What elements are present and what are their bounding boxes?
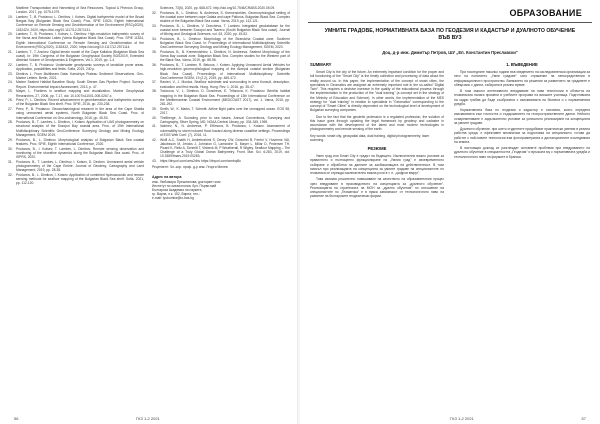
- reference-item: [8, 15, 144, 32]
- section-title: ОБРАЗОВАНИЕ: [509, 8, 582, 18]
- reference-number: 37.: [152, 80, 157, 85]
- reference-number: 41.: [152, 124, 157, 129]
- keywords: Key words: smart city, geospatial data, dual training, digital photogrammetry, laser scanning.: [310, 133, 430, 142]
- reference-text: Prodanov, B., L. Dimitrov. Morphology of the Strandzha Coastal zone, Southern Bulgarian Black Sea Coast. In: Proceedings of International Multidisciplinary Scientific GeoConference Surveying Geology and Mining Ecology Management, SGEM, 2020.: [160, 36, 290, 50]
- header-rule: [308, 22, 592, 23]
- address-line: инж. Любомира Прешлянова, докторант към: [152, 179, 221, 184]
- right-page: [300, 0, 600, 424]
- reference-text: Prodanov, B., L. Dimitrov, N. Andreeva, S. Kremendzhiev. Geomorphological setting of the coastal zone between cape Galata and cape Paliurus, Bulgarian Black Sea. Complex studies of the Bulgarian Black Sea coast. Varna, 2019, pp. 112-121.: [160, 10, 290, 24]
- reference-number: 43.: [152, 159, 157, 164]
- reference-text: Todorova, V., L. Dimitrov, D. Doncheva, E. Trifonova, K. Prodanov. Benthic habitat mapping in the Bulgarian Black Sea. Proceedings of 13th International Conference on the Mediterranean Coastal Environment (MEDCOAST 2017), vol. 1, Varna, 2015, pp. 281-292.: [160, 89, 290, 106]
- summary-paragraph: Due to the fact that the geodetic profession is a regulated profession, the solution of this issue goes through updating the legal framework by geodesy and cadastre in accordance with the development of the latest and most modern technologies in photogrammetry and remote sensing of the earth.: [310, 114, 444, 132]
- resume-paragraph: Умен град или Smart City е градът на бъдещето. Изключително важно условие за правилното и пълноценно функциониране на „Умния град" е своевременното събиране и обработка на данните за заобикалящата ни действителност. В този смисъл при реализацията на концепцията за умните градове на специалистите по геоматика се отрежда изключително важна роля в т. н. „цифров юмруг".: [310, 154, 444, 175]
- address-line: Институт по океанология, бул. Първи май: [152, 183, 217, 188]
- summary-paragraph: Smart City is the city of the future. An extremely important condition for the proper and full functioning of the "Smart City" is the timely collection and processing of data about the reality around us. In this paper, the implementation of the concept of smart cities, the specialists in Geomatics are assigned an extremely important role in the so-called "Digital Twin". This requires a decisive increase in the quality of the educational process through the implementation in the production of the "dual training" (a concept set in the strategy of the Ministry of Education and Science). In other words, the implementation of the MES strategy for "dual training" in relation to specialists in "Geomatics" corresponding to the concept of "Smart Cities" is directly dependent on the technological level of development of Bulgarian surveying companies.: [310, 70, 444, 113]
- reference-item: [8, 50, 144, 63]
- reference-item: [152, 63, 290, 80]
- reference-text: Mayer, L. Frontiers in seafloor mapping and visualization. Marine Geophysical Researches, 27, 2006, pp. 7-17, doi: 10.1007/s11001-005-0267-x.: [16, 89, 144, 98]
- intro-heading: 1. ВЪВЕДЕНИЕ: [506, 62, 538, 67]
- reference-number: 39.: [152, 106, 157, 111]
- intro-paragraph: Дуалното обучение, при което студентите придобиват практически умения в реална работна среда, е ефективен механизъм за подготовка на специалисти, готови да работят с най-новите технологии във фотограметрията и дистанционните изследвания на земята.: [454, 127, 590, 144]
- reference-text: Thellberge, A. Sounding prior to sea bases, Annual Conventions, Surveying and Cartography, Silver Spring, MD, NOAA Central Library, pp. 334-345, 1969.: [160, 115, 290, 124]
- reference-item: [8, 120, 144, 137]
- reference-number: 31.: [8, 159, 13, 164]
- reference-text: https://tinyurl.com/ums2dhv https://tinyurl.com/wmbqt5c: [160, 159, 241, 164]
- reference-text: Prodanov, B., L. Dimitrov. Morphological analysis of Bulgarian Black Sea coastal features. Proc. SPIE, Eighth International Conference, 2020.: [16, 137, 144, 146]
- intro-paragraph: В настоящия доклад се разглеждат основните проблеми при внедряването на дуалното обучение в специалността „Геодезия" и връзката му с нормативната уредба и технологичното ниво на фирмите в бранша.: [454, 146, 590, 159]
- reference-item: [8, 98, 144, 106]
- reference-text: Prodanov, B., L. Dimitrov, V. Doncheva, T. Lambev. Integrated geodatabase for the coastal zone between Sozopol and Tsarevo (South Bulgarian Black Sea coast). Journal of Mining and Geological Sciences, vol. 63, 2020, pp. 45-52.: [160, 23, 290, 37]
- reference-number: 30.: [8, 146, 13, 151]
- reference-text: Peev, P., B. Prodanov. Geoarchaeological research in the area of the Cape Shabla using unmanned aerial systems, North Bulgarian Black Sea Coast. Proc. of International Conference on Geo-archaeology, 2016, pp. 45-53.: [16, 107, 144, 120]
- reference-item: [152, 6, 290, 10]
- reference-text: Ranieri, V., J. Monica. Seafloor substrate and surrounding in area Konsult, description, evaluation and first results. Hung. Hung. Rev. 1, 2016, pp. 35-47.: [160, 80, 290, 89]
- reference-item: [8, 173, 144, 186]
- reference-text: Prodanov, B., T. Lambev, L. Dimitrov, I. Kotsev, D. Dechev. Unmanned aerial vehicle photogrammetry of the Cape Emine. Journal of Geodesy, Cartography and Land Management, 2019, pp. 28-35.: [16, 159, 144, 173]
- reference-text: Prodanov, B., B. Kremendzhiev, L. Dimitrov, N. Andreeva. Seabed Morphology of the Varna Bay coastal zone. Bulgarian Black Sea. Complex studies for the Western part of the Black Sea, Varna, 2019, pp. 85-96.: [160, 50, 290, 63]
- reference-text: Smith, W., K. Marks, T. Schmitt. Airline flight paths over the unmapped ocean. EOS 98, 2017.: [160, 106, 290, 115]
- intro-paragraph: В този смисъл интензивното внедряване на нови технологии в областта на геоматиката налага промени в учебните програми на висшите училища. Подготовката на кадри трябва да бъде съобразена с изискванията на бизнеса и с нормативната уредба.: [454, 89, 590, 106]
- resume-heading: РЕЗЮМЕ: [367, 146, 387, 151]
- reference-text: Lambev, T., B. Prodanov, L. Dimitrov, I. Kotsev. Digital bathymetric model of the Broad Bargas Bay (Bulgarian Black Sea Coast). Proc. SPIE 11524, Eighth International Conference on Remote Sensing and Geoinformation of the Environment (RSCy2020), 115242V, 2020, https://doi.org/10.1117/12.2571131.: [16, 14, 144, 32]
- article-authors: Доц. д-р инж. Димитър Петров, ШУ „Еп. Константин Преславски": [382, 50, 518, 55]
- reference-text: Marine Seabed Habitat Baseline Study. South Stream Gas Pipeline Project. Surveys Report. Environmental Impact Assessment, 2013, p. 47.: [16, 80, 144, 89]
- reference-item: [8, 89, 144, 97]
- reference-number: 24.: [8, 80, 13, 85]
- reference-number: 20.: [8, 32, 13, 37]
- reference-item: [152, 89, 290, 106]
- reference-text: Dimitrov L. From Multibeam Data: Kamchiya Plateau Sediment Observations. Geo-Marine Letters. Berlin, 2021.: [16, 71, 144, 80]
- reference-item: [152, 124, 290, 137]
- issue-label-right: ГКЗ 1-2 2021: [450, 416, 474, 421]
- summary-body: [310, 70, 444, 132]
- reference-number: 33.: [152, 23, 157, 28]
- page-number-right: 57: [581, 416, 586, 421]
- address-line: e-mail: lyubomira@io-bas.bg: [152, 196, 195, 201]
- references-list-2: [152, 6, 290, 163]
- reference-text: Sciences, 73(5), 2020, pp. 668-672, http://doi.org/10.7546/CRABS.2020.05.09.: [160, 6, 276, 10]
- reference-item: [152, 37, 290, 50]
- reference-number: 21.: [8, 49, 13, 54]
- reference-text: Prodanov, B., I. Kotsev, T. Lambev, L. Dimitrov. Remote sensing observation and monitoring of the shoreline dynamics along the Bulgarian Black Sea coast. Proc. of ISPRS, 2020.: [16, 146, 144, 159]
- reference-number: 40.: [152, 115, 157, 120]
- author-address: [152, 180, 290, 201]
- reference-number: 26.: [8, 98, 13, 103]
- reference-item: [152, 116, 290, 124]
- reference-number: 22.: [8, 62, 13, 67]
- reference-item: [8, 138, 144, 146]
- reference-item: [152, 24, 290, 37]
- summary-heading: SUMMARY: [310, 62, 332, 67]
- reference-item: [8, 63, 144, 71]
- reference-number: 38.: [152, 89, 157, 94]
- reference-number: 32.: [8, 172, 13, 177]
- references-column-1: [8, 6, 144, 186]
- reference-number: 29.: [8, 137, 13, 142]
- reference-number: 32.: [152, 10, 157, 15]
- reference-item: [8, 6, 144, 14]
- reference-number: 35.: [152, 50, 157, 55]
- reference-text: Maritime Transportation and Harvesting of Sea Resources. Topical & Pherous Group, London, 2017, pp. 1075-1079.: [16, 6, 144, 15]
- reference-number: 19.: [8, 14, 13, 19]
- intro-paragraph: При последните няколко години във сведението на изследователски организации за него на понятието „Умни градове" като отражение на непосредствения в информационното пространство. Вземането на решения за развитието на градовете е обвързано с данни, събирани в реално време.: [454, 70, 590, 87]
- reference-number: 23.: [8, 71, 13, 76]
- reviewer-line: Рецензент: Чл.-кор. проф. д-р инж. Георги Милев: [152, 165, 228, 170]
- reference-item: [8, 72, 144, 80]
- reference-number: 36.: [152, 63, 157, 68]
- reference-text: Lambev, T., T. Anchev. Digital terrain model of the Cape Kaliakra (Bulgarian Black Sea coast). In: 19th Congress of the Bulgarian Geophysical Society BGS2019, Extended Abstract Volume of Geodynamics & Engineers, Vol.1, 2019, pp. 1-4.: [16, 49, 144, 62]
- reference-text: Prodanov, B., T. Lambev, R. Bekova, I. Kotsev. Applying Unmanned Aerial Vehicles for high-resolution geomorphological mapping of the Akrepol coastal section (Bulgarian Black Sea Coast). Proceedings of International Multidisciplinary Scientific GeoConference SGEM, 19 (2.2), 2019, pp. 465-472.: [160, 63, 290, 80]
- references-column-2: [152, 6, 290, 201]
- reference-text: Lambev, T., B. Prodanov, I. Kotsev, L. Dimitrov. High-resolution bathymetric survey of the Varna and Beloslav Lakes (Varna Bulgarian Black Sea Coast). Proc. SPIE 11524, Eighth International Conference on Remote Sensing and Geoinformation of the Environment (RSCy2020), 115242Z, 2020, https://doi.org/10.1117/12.2571114.: [16, 32, 144, 49]
- intro-body: [454, 70, 590, 159]
- reference-item: [8, 147, 144, 160]
- address-line: гр. Варна, п.к. 152, Варна, тел.:: [152, 192, 200, 197]
- intro-paragraph: Нормативната база по геодезия и кадастър е основата, която определя изискванията към точността и съдържанието на геопространствените данни. Нейното осъвременяване е задължително условие за успешното реализиране на концепцията за умните градове.: [454, 108, 590, 125]
- reference-item: [152, 50, 290, 63]
- reference-text: Peev, P., L. Dimitrov. Recent advancement in geoinformation and bathymetric surveys of the Bulgarian Black Sea shelf. Proc. SPIE, 2016, pp. 230-238.: [16, 98, 144, 107]
- article-column-2: [454, 62, 590, 161]
- article-column-1: [310, 62, 444, 201]
- page-number-left: 56: [14, 416, 19, 421]
- reference-item: [8, 107, 144, 120]
- issue-label-left: ГКЗ 1-2 2021: [136, 416, 160, 421]
- reference-text: Wolfl A-C, Snaith H, Amirebrahimi S, Devey CW, Dorschel B, Ferrini V, Huvenne VAI, Jakobsson M, Jencks J, Johnston G, Lamarche G, Mayer L, Millar D, Pedersen TH, Picard K, Reitz A, Schmitt T, Visbeck M, P Weatherall, R Wigley. Seafloor Mapping – The Challenge of a Truly Global Ocean Bathymetry. Front. Mar. Sci. 6:283, 2019, doi: 10.3389/fmars.2019.00283.: [160, 137, 290, 159]
- resume-body: [310, 154, 444, 199]
- reference-text: Valchev, N., N. Andreeva, P. Eftimova, B. Prodanov, I. Kotsev. Assessment of vulnerability to storm induced flood hazard along diverse coastline settings. Proceedings of EGS Web Conf. (7), 2016, 11.: [160, 124, 290, 137]
- reference-item: [152, 107, 290, 115]
- reference-item: [152, 138, 290, 159]
- reference-number: 42.: [152, 137, 157, 142]
- reference-number: 34.: [152, 36, 157, 41]
- reference-item: [152, 159, 290, 163]
- reference-text: Prodanov, B., L. Dimitrov, I. Kotsev. Application of combined hydroacoustic and remote sensing methods for seafloor mapping of the Bulgarian Black Sea shelf. Sofia, 2021, pp. 112-120.: [16, 172, 144, 186]
- resume-paragraph: Това изисква решително повишаване на качеството на образователния процес чрез внедряване в производството на концепцията за „дуалното обучение". Реализацията на стратегията на МОН за „дуално обучение" по отношение на специалистите по „Геоматика" е в пряка зависимост от технологичното ниво на развитие на българските геодезически фирми.: [310, 177, 444, 199]
- left-page: [0, 0, 298, 424]
- article-title: УМНИТЕ ГРАДОВЕ, НОРМАТИВНАТА БАЗА ПО ГЕОДЕЗИЯ И КАДАСТЪР И ДУАЛНОТО ОБУЧЕНИЕ ВЪВ ВУЗ: [324, 28, 576, 41]
- reference-item: [152, 11, 290, 24]
- reference-text: Prodanov, B., T. Lambev, L. Dimitrov, I. Kotsev. Application of UAS photogrammetry on structural analysis of the Sozopol Bay coastal area. Proc. of 19th International Multidisciplinary Scientific GeoConference Surveying Geology and Mining Ecology Management, SGEM 2019.: [16, 120, 144, 137]
- reference-item: [152, 80, 290, 88]
- reference-number: 25.: [8, 89, 13, 94]
- author-address-heading: Адрес на автора: [152, 174, 182, 179]
- reference-number: 27.: [8, 107, 13, 112]
- reference-number: 28.: [8, 120, 13, 125]
- reference-item: [8, 160, 144, 173]
- address-line: Българска Академия на науките,: [152, 187, 203, 192]
- reference-text: Lambev, T., B. Prodanov. Underwater geodynamic surveys of landslide prone areas. Application, possibilities and limits. Sofia, 2019, 240 p.: [16, 62, 144, 71]
- reference-item: [8, 80, 144, 88]
- reference-item: [8, 32, 144, 49]
